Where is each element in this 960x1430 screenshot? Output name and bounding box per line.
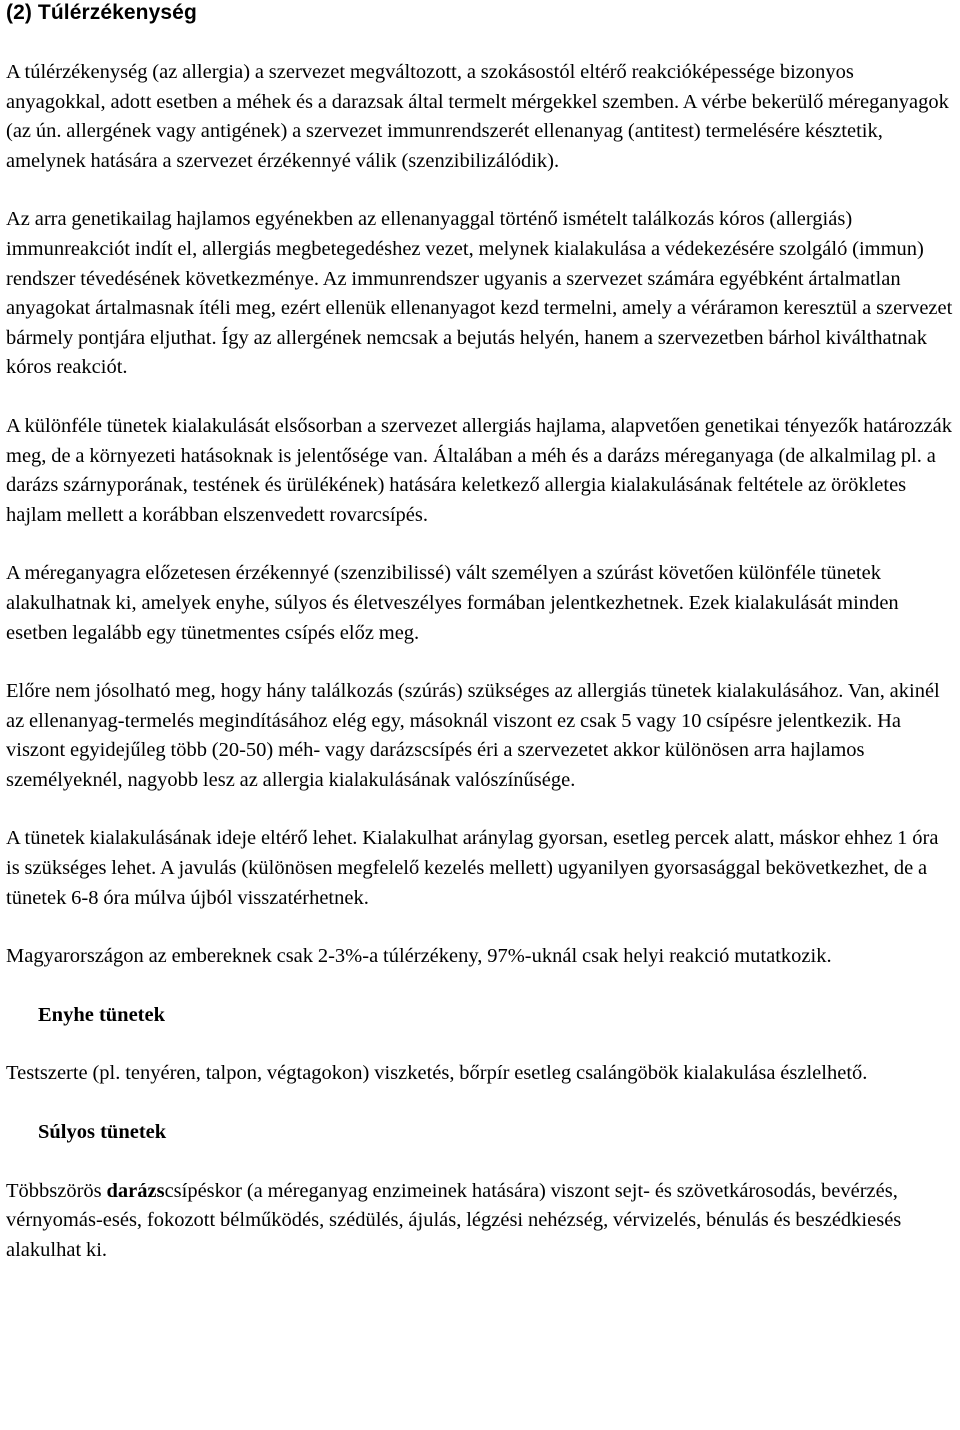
section-heading: (2) Túlérzékenység	[6, 1, 197, 24]
severe-text-end: csípéskor (a méreganyag enzimeinek hatására) viszont sejt- és szövetkárosodás, bevérzés, vérnyomás-esés, fokozott bélműködés, szédülés, ájulás, légzési nehézség, vérvizelés, bénulás és beszédkiesés alakulhat ki.	[6, 1179, 902, 1261]
paragraph-statistics: Magyarországon az embereknek csak 2-3%-a túlérzékeny, 97%-uknál csak helyi reakció mutatkozik.	[6, 945, 832, 968]
paragraph-symptom-factors: A különféle tünetek kialakulását elsősorban a szervezet allergiás hajlama, alapvetően genetikai tényezők határozzák meg, de a környezeti hatásoknak is jelentősége van. Általában a méh és a darázs méreganyaga (de alkalmilag pl. a darázs szárnyporának, testének és ürülékének) hatására keletkező allergia kialakulásának feltétele az örökletes hajlam mellett a korábban elszenvedett rovarcsípés.	[6, 414, 953, 526]
severe-text-bold: darázs	[106, 1179, 165, 1202]
paragraph-severe-symptoms	[6, 1177, 956, 1266]
paragraph-unpredictable: Előre nem jósolható meg, hogy hány találkozás (szúrás) szükséges az allergiás tünetek kialakulásához. Van, akinél az ellenanyag-termelés megindításához elég egy, másoknál viszont ez csak 5 vagy 10 csípésre jelentkezik. Ha viszont egyidejűleg több (20-50) méh- vagy darázscsípés éri a szervezetet akkor különösen arra hajlamos személyeknél, nagyobb lesz az allergia kialakulásának valószínűsége.	[6, 680, 940, 791]
severe-text-start: Többszörös	[6, 1179, 107, 1202]
paragraph-definition: A túlérzékenység (az allergia) a szervezet megváltozott, a szokásostól eltérő reakcióképessége bizonyos anyagokkal, adott esetben a méhek és a darazsak által termelt mérgekkel szemben. A vérbe bekerülő méreganyagok (az ún. allergének vagy antigének) a szervezet immunrendszerét ellenanyag (antitest) termelésére késztetik, amelynek hatására a szervezet érzékennyé válik (szenzibilizálódik).	[6, 61, 949, 172]
paragraph-genetic: Az arra genetikailag hajlamos egyénekben az ellenanyaggal történő ismételt találkozás kóros (allergiás) immunreakciót indít el, allergiás megbetegedéshez vezet, melynek kialakulása a védekezésére szolgáló (immun) rendszer tévedésének következménye. Az immunrendszer ugyanis a szervezet számára egyébként ártalmatlan anyagokat ártalmasnak ítéli meg, ezért ellenük ellenanyagot kezd termelni, amely a véráramon keresztül a szervezet bármely pontjára eljuthat. Így az allergének nemcsak a bejutás helyén, hanem a szervezetben bárhol kiválthatnak kóros reakciót.	[6, 208, 953, 379]
subheading-severe-symptoms: Súlyos tünetek	[38, 1121, 167, 1144]
paragraph-onset-time: A tünetek kialakulásának ideje eltérő lehet. Kialakulhat aránylag gyorsan, esetleg percek alatt, máskor ehhez 1 óra is szükséges lehet. A javulás (különösen megfelelő kezelés mellett) ugyanilyen gyorsasággal bekövetkezhet, de a tünetek 6-8 óra múlva újból visszatérhetnek.	[6, 827, 939, 909]
paragraph-sensitized: A méreganyagra előzetesen érzékennyé (szenzibilissé) vált személyen a szúrást követően különféle tünetek alakulhatnak ki, amelyek enyhe, súlyos és életveszélyes formában jelentkezhetnek. Ezek kialakulását minden esetben legalább egy tünetmentes csípés előz meg.	[6, 562, 899, 644]
paragraph-mild-symptoms: Testszerte (pl. tenyéren, talpon, végtagokon) viszketés, bőrpír esetleg csalángöbök kialakulása észlelhető.	[6, 1062, 868, 1085]
subheading-mild-symptoms: Enyhe tünetek	[38, 1003, 166, 1026]
